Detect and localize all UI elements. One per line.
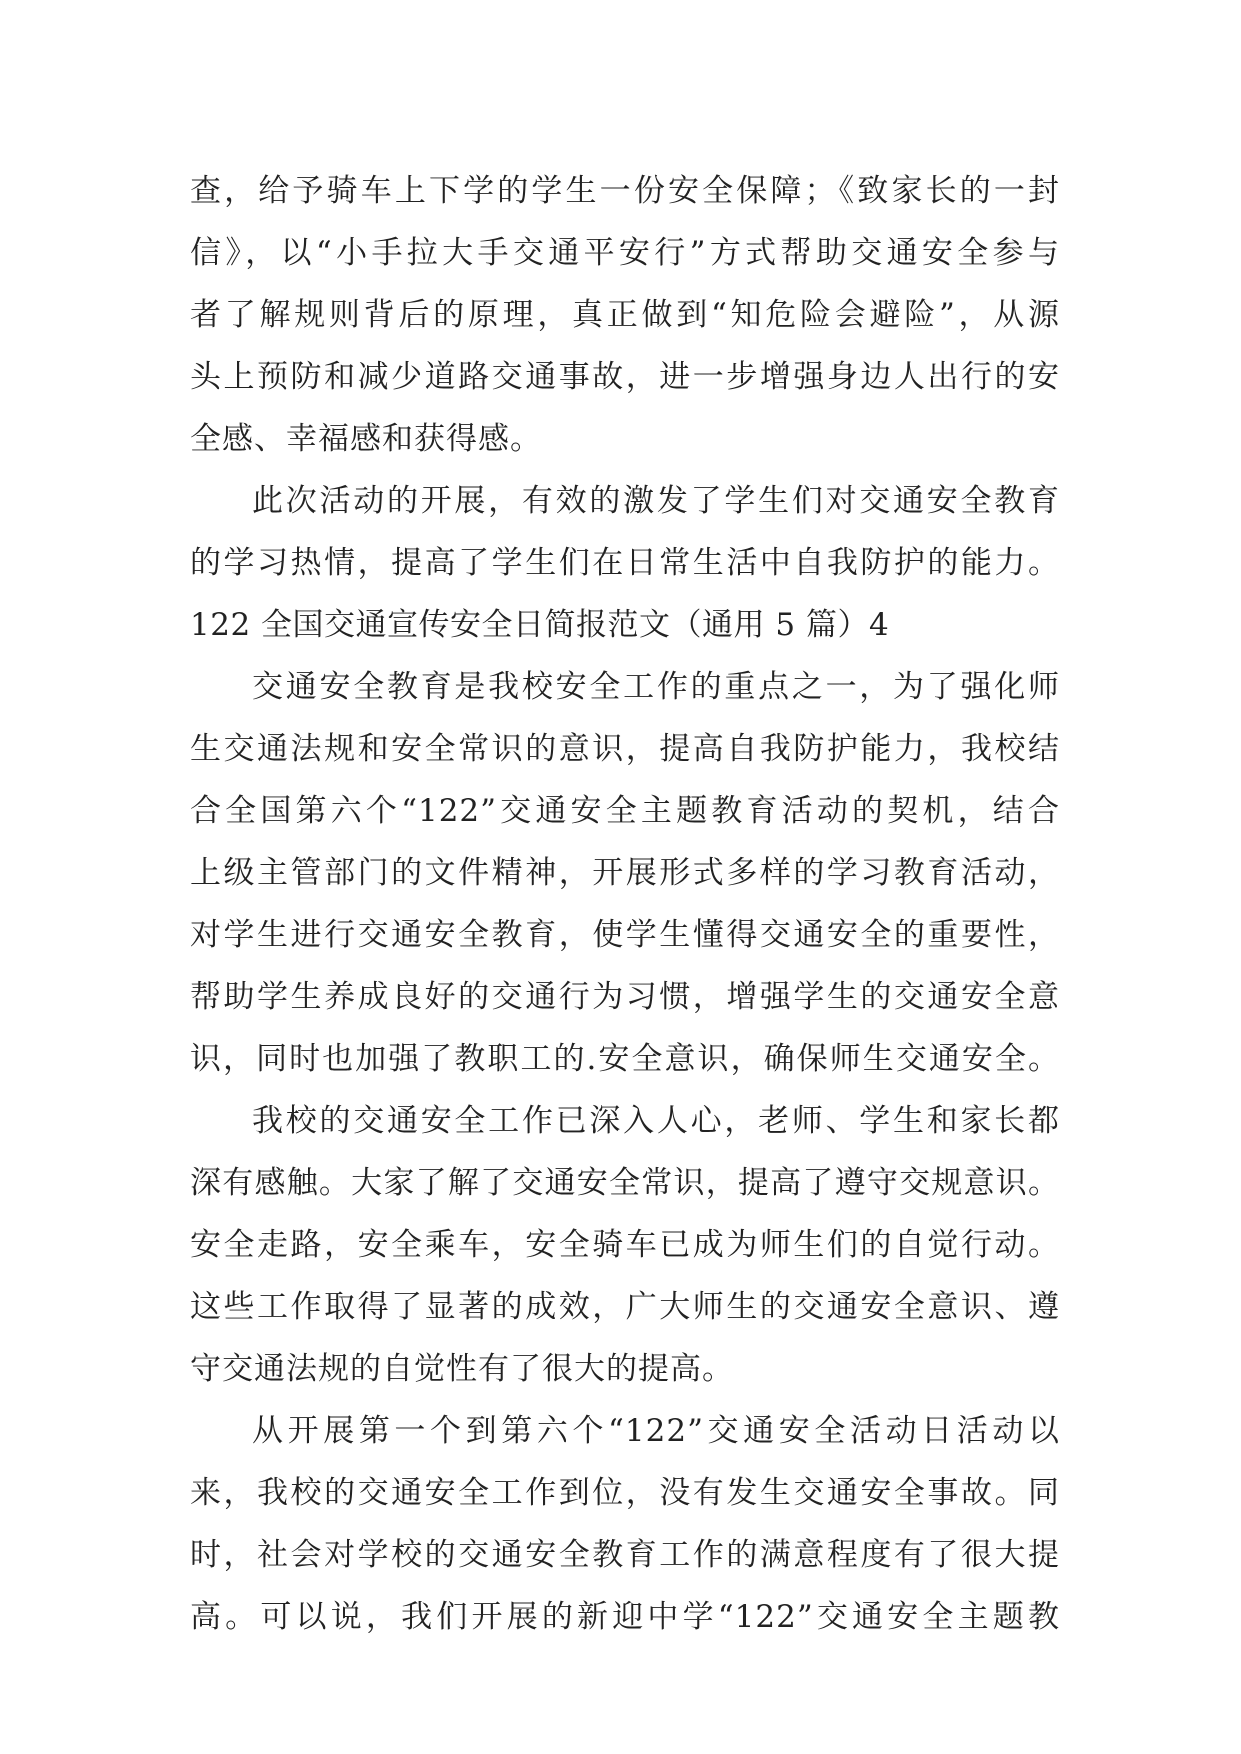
text-line: 的学习热情，提高了学生们在日常生活中自我防护的能力。 — [190, 545, 1060, 581]
text-line: 全感、幸福感和获得感。 — [190, 421, 542, 457]
section-heading: 122 全国交通宣传安全日简报范文（通用 5 篇）4 — [190, 607, 890, 643]
text-line: 深有感触。大家了解了交通安全常识，提高了遵守交规意识。 — [190, 1165, 1060, 1201]
text-line: 对学生进行交通安全教育，使学生懂得交通安全的重要性， — [190, 917, 1060, 953]
paragraph-start: 此次活动的开展，有效的激发了学生们对交通安全教育 — [252, 483, 1060, 519]
text-line: 时，社会对学校的交通安全教育工作的满意程度有了很大提 — [190, 1537, 1060, 1573]
text-line: 安全走路，安全乘车，安全骑车已成为师生们的自觉行动。 — [190, 1227, 1060, 1263]
text-line: 头上预防和减少道路交通事故，进一步增强身边人出行的安 — [190, 359, 1060, 395]
document-body — [190, 160, 1060, 1648]
text-line: 信》，以“小手拉大手交通平安行”方式帮助交通安全参与 — [190, 235, 1060, 271]
text-line: 识，同时也加强了教职工的.安全意识，确保师生交通安全。 — [190, 1041, 1060, 1077]
text-line: 上级主管部门的文件精神，开展形式多样的学习教育活动， — [190, 855, 1060, 891]
paragraph-start: 从开展第一个到第六个“122”交通安全活动日活动以 — [252, 1413, 1060, 1449]
paragraph-start: 交通安全教育是我校安全工作的重点之一，为了强化师 — [252, 669, 1060, 705]
text-line: 查，给予骑车上下学的学生一份安全保障；《致家长的一封 — [190, 173, 1060, 209]
text-line: 来，我校的交通安全工作到位，没有发生交通安全事故。同 — [190, 1475, 1060, 1511]
text-line: 者了解规则背后的原理，真正做到“知危险会避险”，从源 — [190, 297, 1060, 333]
text-line: 这些工作取得了显著的成效，广大师生的交通安全意识、遵 — [190, 1289, 1060, 1325]
text-line: 生交通法规和安全常识的意识，提高自我防护能力，我校结 — [190, 731, 1060, 767]
text-line: 高。可以说，我们开展的新迎中学“122”交通安全主题教 — [190, 1599, 1060, 1635]
paragraph-start: 我校的交通安全工作已深入人心，老师、学生和家长都 — [252, 1103, 1060, 1139]
text-line: 守交通法规的自觉性有了很大的提高。 — [190, 1351, 734, 1387]
text-line: 帮助学生养成良好的交通行为习惯，增强学生的交通安全意 — [190, 979, 1060, 1015]
text-line: 合全国第六个“122”交通安全主题教育活动的契机，结合 — [190, 793, 1060, 829]
